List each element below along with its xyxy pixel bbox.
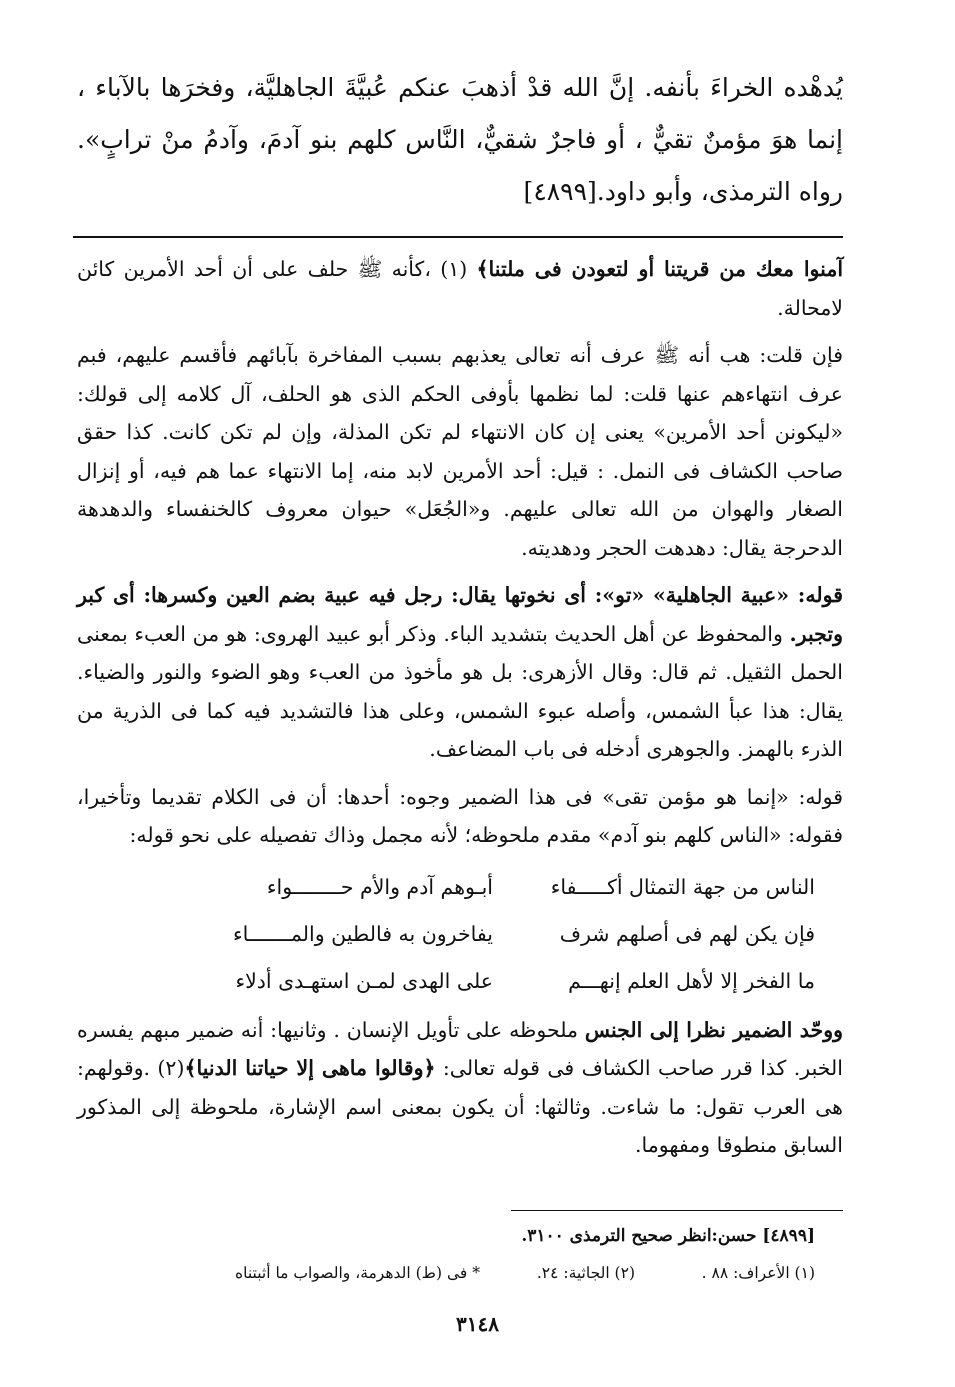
paragraph-text: ملحوظه على تأويل الإنسان . وثانيها: أنه ضمير مبهم يفسره الخبر. كذا قرر صاحب الكشاف فى قوله تعالى: [77, 1017, 843, 1080]
heading-phrase: قوله: «عبية الجاهلية» «تو»: أى نخوتها يقال: رجل فيه عبية بضم العين وكسرها: أى كبر وتجبر. [77, 583, 843, 646]
verse-second-hemistich: يفاخرون به فالطين والمـــــــاء [232, 921, 493, 946]
verse-first-hemistich: فإن يكن لهم فى أصلهم شرف [559, 921, 815, 946]
commentary-body [77, 250, 843, 1174]
poem-verse [77, 958, 843, 1005]
verse-first-hemistich: الناس من جهة التمثال أكـــــفاء [550, 874, 815, 899]
poem [77, 864, 843, 1005]
hadith-text: يُدهْده الخراءَ بأنفه. إنَّ الله قدْ أذهبَ عنكم عُبيَّةَ الجاهليَّة، وفخرَها بالآباء ، إنما هوَ مؤمنٌ تقيٌّ ، أو فاجرٌ شقيٌّ، النَّاس كلهم بنو آدمَ، وآدمُ منْ ترابٍ». رواه الترمذى، وأبو داود.[٤٨٩٩] [77, 73, 843, 206]
footnote-3: * فى (ط) الدهرمة، والصواب ما أثبتناه [235, 1264, 480, 1282]
page-number: ٣١٤٨ [456, 1312, 499, 1336]
commentary-paragraph-5 [77, 1011, 843, 1165]
footnotes [115, 1260, 815, 1286]
paragraph-text: والمحفوظ عن أهل الحديث بتشديد الباء. وذكر أبو عبيد الهروى: هو من العبء بمعنى الحمل الثقيل. ثم قال: وقال الأزهرى: بل هو مأخوذ من العبء وهو الضوء والنور والضياء. يقال: هذا عبأ الشمس، وأصله عبوء الشمس، وعلى هذا فالتشديد فيه كما فى الذرية من الذرء بالهمز. والجوهرى أدخله فى باب المضاعف. [77, 621, 843, 761]
quran-quote: آمنوا معك من قريتنا أو لتعودن فى ملتنا﴾ [476, 257, 844, 281]
verse-second-hemistich: أبـوهم آدم والأم حــــــــواء [266, 874, 493, 899]
commentary-paragraph-2: فإن قلت: هب أنه ﷺ عرف أنه تعالى يعذبهم بسبب المفاخرة بآبائهم فأقسم عليهم، فبم عرف انتهاءهم عنها قلت: لما نظمها بأوفى الحكم الذى هو الحلف، آل كلامه إلى قولك: «ليكونن أحد الأمرين» يعنى إن كان الانتهاء لم تكن المذلة، وإن لم تكن كانت. كذا حقق صاحب الكشاف فى النمل. : قيل: أحد الأمرين لابد منه، إما الانتهاء عما هم فيه، أو إنزال الصغار والهوان من الله تعالى عليهم. و«الجُعَل» حيوان معروف كالخنفساء والدهدهة الدحرجة يقال: دهدهت الحجر ودهديته. [77, 343, 843, 560]
poem-verse [77, 864, 843, 911]
section-divider [73, 236, 843, 238]
footnote-1: (١) الأعراف: ٨٨ . [701, 1264, 815, 1282]
commentary-paragraph-4: قوله: «إنما هو مؤمن تقى» فى هذا الضمير وجوه: أحدها: أن فى الكلام تقديما وتأخيرا، فقوله: «الناس كلهم بنو آدم» مقدم ملحوظه؛ لأنه مجمل وذاك تفصيله على نحو قوله: [77, 784, 843, 847]
commentary-paragraph-1 [77, 250, 843, 327]
poem-verse [77, 911, 843, 958]
paragraph-text: (٢) .وقولهم: هى العرب تقول: ما شاءت. وثالثها: أن يكون بمعنى اسم الإشارة، ملحوظة إلى المذكور السابق منطوقا ومفهوما. [77, 1056, 843, 1157]
footnote-2: (٢) الجاثية: ٢٤. [536, 1264, 635, 1282]
heading-phrase: ووحّد الضمير نظرا إلى الجنس [584, 1017, 843, 1042]
commentary-paragraph-3 [77, 576, 843, 769]
verse-first-hemistich: ما الفخر إلا لأهل العلم إنهـــم [568, 968, 815, 993]
footnote-divider [511, 1210, 843, 1211]
paragraph-text: (١) ،كأنه ﷺ حلف على أن أحد الأمرين كائن لامحالة. [77, 257, 843, 320]
hadith-reference-footnote: [٤٨٩٩] حسن:انظر صحيح الترمذى ٣١٠٠. [521, 1226, 815, 1246]
quran-quote: ﴿وقالوا ماهى إلا حياتنا الدنيا﴾ [184, 1056, 436, 1080]
verse-second-hemistich: على الهدى لمـن استهـدى أدلاء [235, 968, 493, 993]
